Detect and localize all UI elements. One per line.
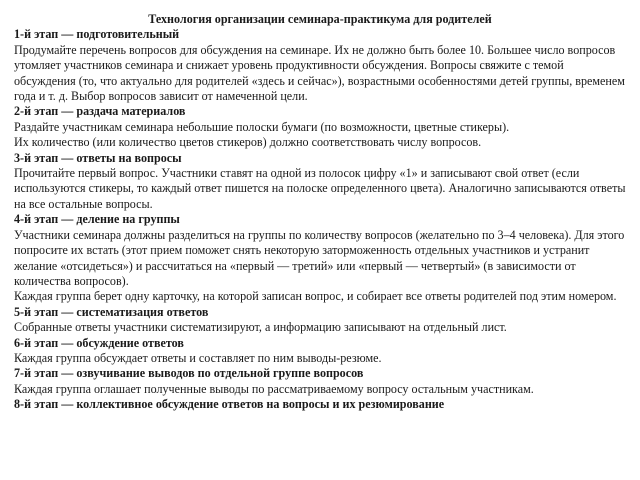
document-title: Технология организации семинара-практикума для родителей — [148, 12, 492, 26]
step-2-heading: 2-й этап — раздача материалов — [14, 104, 186, 119]
step-3-paragraph: Прочитайте первый вопрос. Участники ставят на одной из полосок цифру «1» и записывают свой ответ (если используются стикеры, то каждый ответ пишется на полоске определенного цвета). Аналогично записываются ответы на все остальные вопросы. — [14, 166, 626, 211]
step-2-paragraph: Раздайте участникам семинара небольшие полоски бумаги (по возможности, цветные стикеры). — [14, 119, 510, 134]
step-4-paragraph: Каждая группа берет одну карточку, на которой записан вопрос, и собирает все ответы родителей под этим номером. — [14, 289, 617, 304]
step-5-paragraph: Собранные ответы участники систематизируют, а информацию записывают на отдельный лист. — [14, 320, 507, 335]
step-3-heading: 3-й этап — ответы на вопросы — [14, 150, 182, 165]
step-6-heading: 6-й этап — обсуждение ответов — [14, 335, 184, 350]
document-body — [14, 12, 626, 413]
step-1-paragraph: Продумайте перечень вопросов для обсуждения на семинаре. Их не должно быть более 10. Большее число вопросов утомляет участников семинара и снижает уровень продуктивности обсуждения. Вопросы свяжите с темой обсуждения (то, что актуально для родителей «здесь и сейчас»), возрастными особенностями детей группы, временем года и т. д. Выбор вопросов зависит от намеченной цели. — [14, 42, 625, 104]
step-5-heading: 5-й этап — систематизация ответов — [14, 304, 209, 319]
step-1-heading: 1-й этап — подготовительный — [14, 27, 180, 42]
step-6-paragraph: Каждая группа обсуждает ответы и составляет по ним выводы-резюме. — [14, 350, 382, 365]
step-2-paragraph: Их количество (или количество цветов стикеров) должно соответствовать числу вопросов. — [14, 135, 482, 150]
step-7-heading: 7-й этап — озвучивание выводов по отдельной группе вопросов — [14, 366, 364, 381]
step-4-paragraph: Участники семинара должны разделиться на группы по количеству вопросов (желательно по 3–4 человека). Для этого попросите их встать (этот прием поможет снять некоторую заторможенность отдельных участников и устранит желание «отсидеться») и рассчитаться на «первый — третий» или «первый — четвертый» (в зависимости от количества вопросов). — [14, 227, 625, 288]
step-7-paragraph: Каждая группа оглашает полученные выводы по рассматриваемому вопросу остальным участникам. — [14, 381, 534, 396]
step-8-heading: 8-й этап — коллективное обсуждение ответов на вопросы и их резюмирование — [14, 397, 445, 412]
step-4-heading: 4-й этап — деление на группы — [14, 212, 180, 227]
